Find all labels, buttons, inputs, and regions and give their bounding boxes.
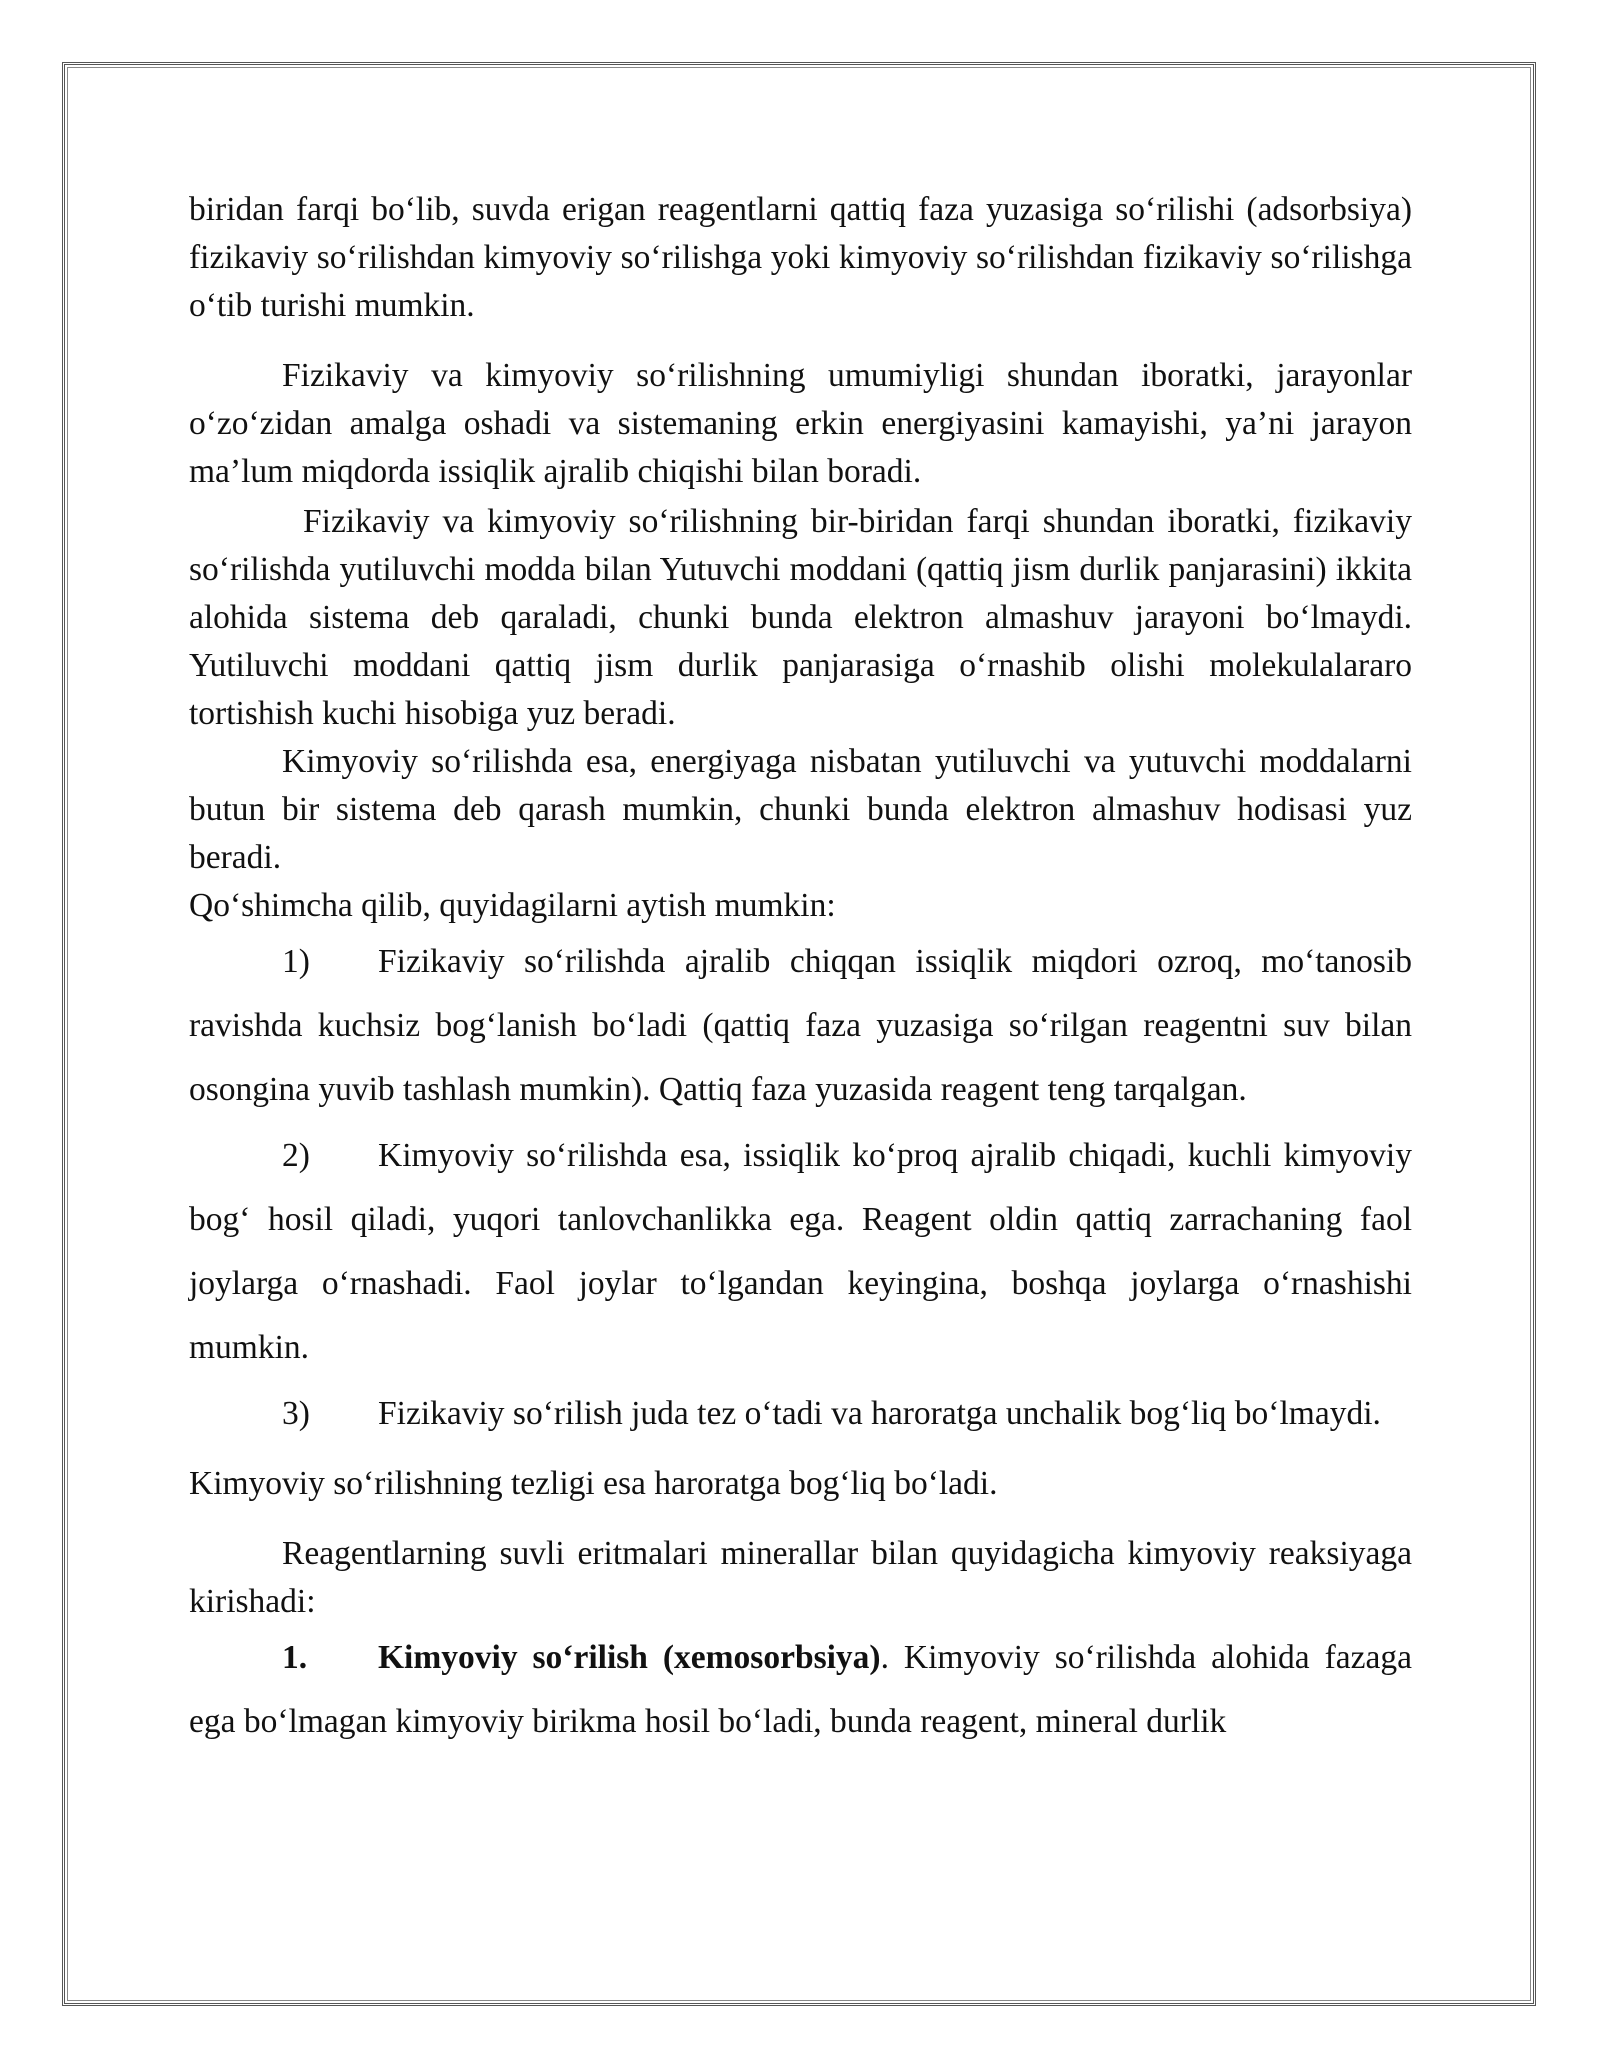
- list-number: 3): [282, 1395, 310, 1432]
- list-item-1: [189, 930, 1412, 1122]
- section-heading: Kimyoviy so‘rilish (xemosorbsiya): [378, 1639, 881, 1676]
- paragraph-difference: Fizikaviy va kimyoviy so‘rilishning bir-biridan farqi shundan iboratki, fizikaviy so‘rilishda yutiluvchi modda bilan Yutuvchi moddani (qattiq jism durlik panjarasini) ikkita alohida sistema deb qaraladi, chunki bunda elektron almashuv jarayoni bo‘lmaydi. Yutiluvchi moddani qattiq jism durlik panjarasiga o‘rnashib olishi molekulalararo tortishish kuchi hisobiga yuz beradi.: [189, 503, 1412, 732]
- list-item-text: Fizikaviy so‘rilish juda tez o‘tadi va haroratga unchalik bog‘liq bo‘lmaydi.: [378, 1395, 1381, 1432]
- list-item-3: [189, 1390, 1412, 1438]
- list-item-text: Fizikaviy so‘rilishda ajralib chiqqan issiqlik miqdori ozroq, mo‘tanosib ravishda kuchsiz bog‘lanish bo‘ladi (qattiq faza yuzasiga so‘rilgan reagentni suv bilan osongina yuvib tashlash mumkin). Qattiq faza yuzasida reagent teng tarqalgan.: [189, 943, 1412, 1108]
- paragraph-commonality: Fizikaviy va kimyoviy so‘rilishning umumiyligi shundan iboratki, jarayonlar o‘zo‘zidan amalga oshadi va sistemaning erkin energiyasini kamayishi, ya’ni jarayon ma’lum miqdorda issiqlik ajralib chiqishi bilan boradi.: [189, 357, 1412, 490]
- list-item-text: Kimyoviy so‘rilishda esa, issiqlik ko‘proq ajralib chiqadi, kuchli kimyoviy bog‘ hosil qiladi, yuqori tanlovchanlikka ega. Reagent oldin qattiq zarrachaning faol joylarga o‘rnashadi. Faol joylar to‘lgandan keyingina, boshqa joylarga o‘rnashishi mumkin.: [189, 1137, 1412, 1366]
- paragraph-chemical-sorption: Kimyoviy so‘rilishda esa, energiyaga nisbatan yutiluvchi va yutuvchi moddalarni butun bir sistema deb qarash mumkin, chunki bunda elektron almashuv hodisasi yuz beradi.: [189, 743, 1412, 876]
- paragraph-addition: Qo‘shimcha qilib, quyidagilarni aytish mumkin:: [189, 887, 836, 924]
- paragraph-continuation: biridan farqi bo‘lib, suvda erigan reagentlarni qattiq faza yuzasiga so‘rilishi (adsorbsiya) fizikaviy so‘rilishdan kimyoviy so‘rilishga yoki kimyoviy so‘rilishdan fizikaviy so‘rilishga o‘tib turishi mumkin.: [189, 191, 1412, 324]
- paragraph-reagents: Reagentlarning suvli eritmalari minerallar bilan quyidagicha kimyoviy reaksiyaga kirishadi:: [189, 1535, 1412, 1620]
- paragraph-rate: Kimyoviy so‘rilishning tezligi esa haroratga bog‘liq bo‘ladi.: [189, 1465, 998, 1502]
- section-number: 1.: [282, 1639, 308, 1676]
- list-number: 2): [282, 1137, 310, 1174]
- list-item-2: [189, 1124, 1412, 1380]
- section-heading-punct: .: [880, 1639, 889, 1676]
- numbered-section-1: [189, 1626, 1412, 1754]
- section-text: Kimyoviy so‘rilishda alohida fazaga ega bo‘lmagan kimyoviy birikma hosil bo‘ladi, bunda reagent, mineral durlik: [189, 1639, 1412, 1740]
- document-body: [189, 186, 1412, 1754]
- list-number: 1): [282, 943, 310, 980]
